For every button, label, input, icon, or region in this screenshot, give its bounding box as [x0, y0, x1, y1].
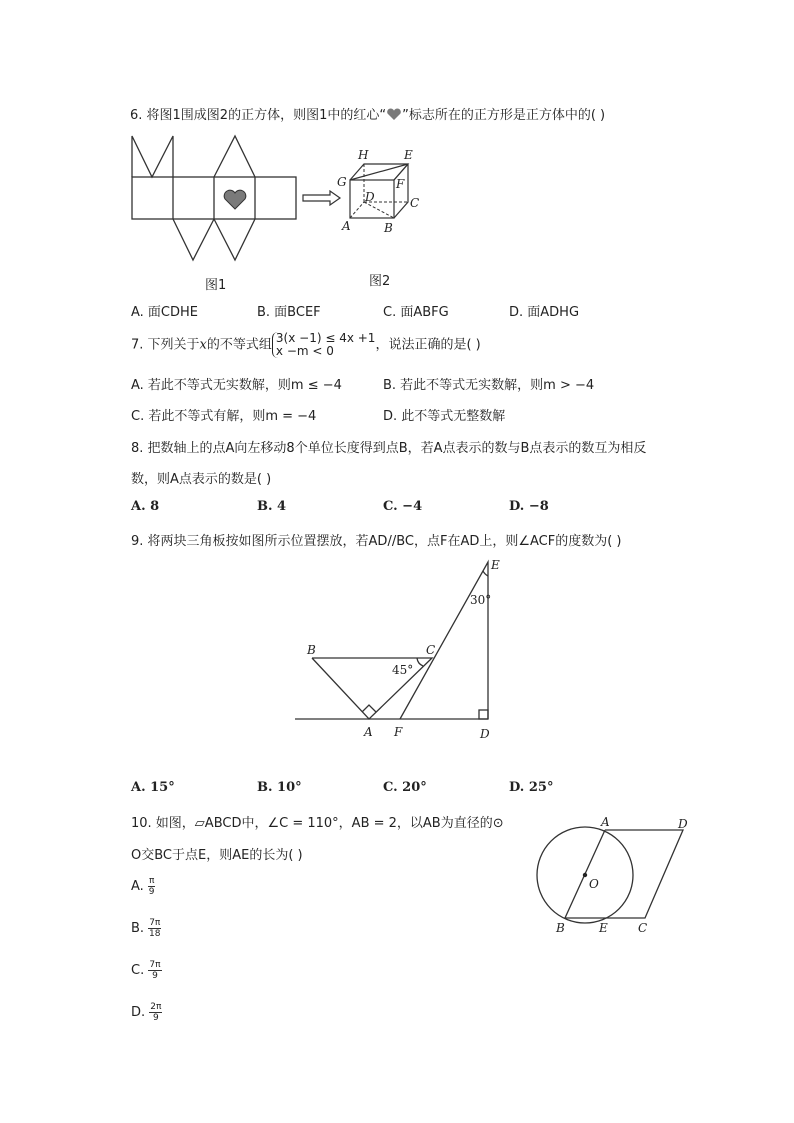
svg-text:45°: 45°: [392, 663, 414, 677]
cube-figure: [336, 148, 426, 238]
q6-option-c: C. 面ABFG: [383, 305, 449, 320]
svg-text:D: D: [365, 190, 375, 204]
svg-text:E: E: [404, 148, 413, 162]
fraction: $\frac{7\pi}{18}$: [149, 918, 161, 939]
q9-option-a: A. 15°: [131, 780, 175, 795]
svg-text:F: F: [396, 177, 405, 191]
svg-text:E: E: [599, 921, 608, 935]
q10-option-d: D. $\frac{2\pi}{9}$: [131, 1002, 162, 1023]
q7-option-c: C. 若此不等式有解，则m = −4: [131, 409, 317, 424]
q7-option-d: D. 此不等式无整数解: [383, 409, 506, 424]
heart-mark: [224, 190, 246, 209]
q8-option-b: B. 4: [257, 499, 287, 514]
svg-text:F: F: [394, 725, 403, 739]
q9-option-b: B. 10°: [257, 780, 302, 795]
svg-text:A: A: [364, 725, 373, 739]
svg-text:H: H: [358, 148, 369, 162]
q10-option-b: B. $\frac{7\pi}{18}$: [131, 918, 161, 939]
inequality-system: 3(x −1) ≤ 4x +1 x −m < 0: [272, 332, 376, 358]
q8-stem-line1: 8. 把数轴上的点A向左移动8个单位长度得到点B，若A点表示的数与B点表示的数互为相反: [131, 441, 647, 456]
q8-option-a: A. 8: [131, 499, 160, 514]
svg-text:A: A: [601, 815, 610, 829]
svg-text:A: A: [342, 219, 351, 233]
svg-text:B: B: [307, 643, 316, 657]
q6-option-d: D. 面ADHG: [509, 305, 580, 320]
triangle-figure: [290, 552, 510, 752]
q6-option-a: A. 面CDHE: [131, 305, 199, 320]
svg-text:G: G: [337, 175, 347, 189]
q6-stem: 6. 将图1围成图2的正方体，则图1中的红心“ ”标志所在的正方形是正方体中的( ): [130, 108, 606, 123]
circle-figure: [528, 812, 708, 936]
q10-stem-line1: 10. 如图，▱ABCD中，∠C = 110°，AB = 2，以AB为直径的⊙: [131, 816, 504, 831]
heart-icon: [386, 108, 402, 121]
q7-option-b: B. 若此不等式无实数解，则m > −4: [383, 378, 595, 393]
svg-text:D: D: [678, 817, 688, 831]
q8-option-c: C. −4: [383, 499, 423, 514]
fraction: $\frac{\pi}{9}$: [148, 876, 155, 897]
svg-text:C: C: [410, 196, 420, 210]
q9-stem: 9. 将两块三角板按如图所示位置摆放，若AD//BC，点F在AD上，则∠ACF的度数为( ): [131, 534, 622, 549]
q6-option-b: B. 面BCEF: [257, 305, 321, 320]
q10-option-a: A. $\frac{\pi}{9}$: [131, 876, 155, 897]
svg-text:B: B: [384, 221, 393, 235]
q8-stem-line2: 数，则A点表示的数是( ): [131, 472, 272, 487]
q7-stem: 7. 下列关于x的不等式组 3(x −1) ≤ 4x +1 x −m < 0 ，说法正确的是( ): [131, 331, 481, 358]
q9-option-d: D. 25°: [509, 780, 554, 795]
q10-option-c: C. $\frac{7\pi}{9}$: [131, 960, 161, 981]
q10-stem-line2: O交BC于点E，则AE的长为( ): [131, 848, 303, 863]
net-figure: [128, 132, 300, 266]
svg-text:C: C: [638, 921, 648, 935]
svg-text:E: E: [491, 558, 500, 572]
fraction: $\frac{2\pi}{9}$: [150, 1002, 162, 1023]
q8-option-d: D. −8: [509, 499, 549, 514]
svg-text:D: D: [480, 727, 490, 741]
svg-text:C: C: [426, 643, 436, 657]
fraction: $\frac{7\pi}{9}$: [149, 960, 161, 981]
q7-option-a: A. 若此不等式无实数解，则m ≤ −4: [131, 378, 342, 393]
svg-text:B: B: [556, 921, 565, 935]
fig1-caption: 图1: [205, 278, 227, 293]
svg-text:O: O: [589, 877, 599, 891]
svg-text:30°: 30°: [470, 593, 492, 607]
fig2-caption: 图2: [369, 274, 391, 289]
q9-option-c: C. 20°: [383, 780, 427, 795]
